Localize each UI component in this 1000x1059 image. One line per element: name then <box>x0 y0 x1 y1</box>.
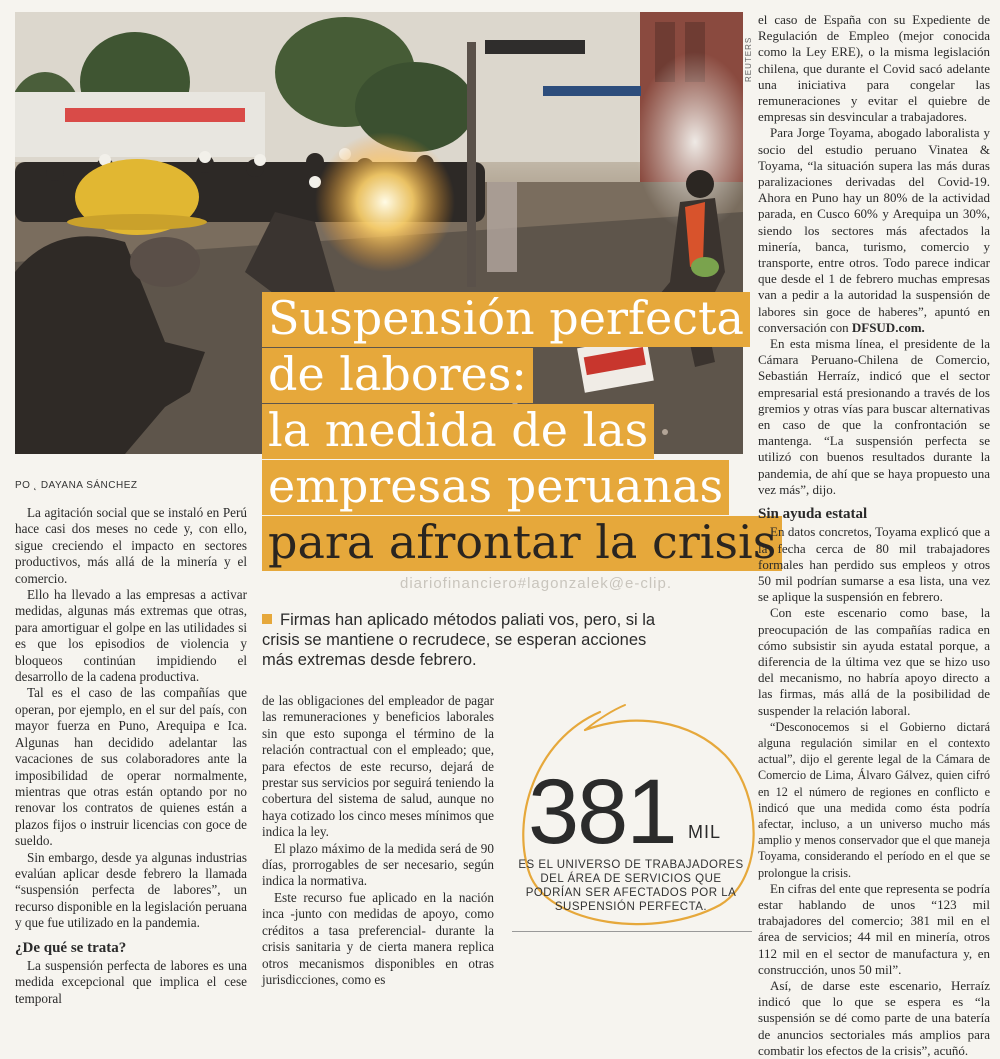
paragraph: En cifras del ente que representa se podría estar hablando de unos “123 mil trabajadores del comercio; 381 mil en el área de servicios; 44 mil en minería, otros 112 mil en el sector de manufactura y, en construcción, unos 50 mil”. <box>758 880 990 977</box>
headline <box>262 288 777 573</box>
column-2 <box>262 693 494 988</box>
callout-unit: MIL <box>688 822 722 842</box>
deck-bullet-icon <box>262 614 272 624</box>
paragraph: Este recurso fue aplicado en la nación inca -junto con medidas de apoyo, como créditos a tasa preferencial- durante la crisis sanitaria y de cierta manera replica otros mecanismos disponibles en otras jurisdicciones, como es <box>262 889 494 987</box>
paragraph: La suspensión perfecta de labores es una medida excepcional que implica el cese temporal <box>15 957 247 1006</box>
paragraph: de las obligaciones del empleador de pagar las remuneraciones y beneficios laborales sin que esto suponga el término de la relación contractual con el empleado; que, para efectos de este recurso, dejará de prestar sus servicios por seguirá teniendo la cobertura del sistema de salud, aunque no haya cotizado los cinco meses mínimos que indica la ley. <box>262 693 494 840</box>
paragraph: El plazo máximo de la medida será de 90 días, prorrogables de ser necesario, según indica la normativa. <box>262 840 494 889</box>
headline-line-5: para afrontar la crisis <box>262 516 782 571</box>
column-3 <box>758 12 990 1059</box>
headline-line-4: empresas peruanas <box>262 460 729 515</box>
paragraph <box>758 125 990 336</box>
paragraph-text: Para Jorge Toyama, abogado laboralista y socio del estudio peruano Vinatea & Toyama, “la situación supera las más duras paralizaciones derivadas del Covid-19. Ahora en Puno hay un 80% de la actividad parada, en Cusco 60% y Arequipa un 30%, siendo los sectores más afectados la minería, banca, turismo, comercio y transporte, entre otros. Todo parece indicar que desde el 1 de febrero muchas empresas van a pedir a la autoridad la suspensión de labores sin goce de haberes”, apuntó en conversación con <box>758 125 990 335</box>
paragraph: La agitación social que se instaló en Perú hace casi dos meses no cede y, con ello, sigue creciendo el impacto en sectores productivos, más allá de la minería y el comercio. <box>15 505 247 586</box>
watermark: diariofinanciero#lagonzalek@e-clip. <box>400 575 673 592</box>
subhead: ¿De qué se trata? <box>15 939 127 956</box>
paragraph: En datos concretos, Toyama explicó que a la fecha cerca de 80 mil trabajadores formales han perdido sus empleos y otros 50 mil podrían sumarse a esa lista, una vez se aplique la suspensión en febrero. <box>758 524 990 605</box>
headline-line-3: la medida de las <box>262 404 654 459</box>
paragraph: Así, de darse este escenario, Herraíz indicó que lo que se espera es “la suspensión se dé como parte de una batería de anuncios sectoriales más amplios para combatir los efectos de la crisis”, acuñó. <box>758 977 990 1058</box>
byline: PO ˛ DAYANA SÁNCHEZ <box>15 480 138 491</box>
deck <box>262 610 682 670</box>
headline-line-2: de labores: <box>262 348 533 403</box>
headline-line-1: Suspensión perfecta <box>262 292 750 347</box>
callout-number: 381 <box>528 761 676 863</box>
source-name: DFSUD.com. <box>851 319 925 335</box>
callout-text: ES EL UNIVERSO DE TRABAJADORES DEL ÁREA DE SERVICIOS QUE PODRÍAN SER AFECTADOS POR LA SUSPENSIÓN PERFECTA. <box>518 859 744 913</box>
photo-credit: REUTERS <box>744 36 753 82</box>
column-1 <box>15 505 247 1007</box>
paragraph: el caso de España con su Expediente de Regulación de Empleo (mejor conocida como la Ley ERE), o la misma legislación chilena, que durante el Covid sacó adelante una iniciativa para congelar las remuneraciones y evitar el quiebre de empresas sin desvincular a trabajadores. <box>758 12 990 125</box>
subhead: Sin ayuda estatal <box>758 506 868 523</box>
paragraph: “Desconocemos si el Gobierno dictará alguna regulación similar en el contexto actual”, dijo el gerente legal de la Cámara de Comercio de Lima, Álvaro Gálvez, quien cifró en 12 el número de regiones en conflicto e indicó que una medida como ésta podría afectar, incluso, a un universo mucho más amplio y menos conservador que el que maneja Toyama, considerando el período en el que se prolongue la crisis. <box>758 719 990 880</box>
paragraph: En esta misma línea, el presidente de la Cámara Peruano-Chilena de Comercio, Sebastián Herraíz, indicó que el sector empresarial está presionando a través de los gremios y otras vías para buscar alternativas en caso de que la confrontación se mantenga. “La suspensión perfecta se utilizó con buenos resultados durante la pandemia, de ahí que se haya propuesto una vez más”, dijo. <box>758 336 990 497</box>
paragraph: Sin embargo, desde ya algunas industrias evalúan aplicar desde febrero la llamada “suspensión perfecta de labores”, un recurso disponible en la legislación peruana y que fue utilizado en la pandemia. <box>15 849 247 931</box>
callout-divider <box>512 931 752 932</box>
paragraph: Ello ha llevado a las empresas a activar medidas, algunas más extremas que otras, para amortiguar el golpe en las utilidades si es que los episodios de violencia y bloqueos continúan impidiendo el desarrollo de la cadena productiva. <box>15 587 247 685</box>
paragraph: Con este escenario como base, la preocupación de las compañías radica en cómo subsistir sin ayuda estatal porque, a diferencia de la última vez que se hizo uso del mecanismo, no habría apoyo directo a las firmas, más allá de la posibilidad de suspender la relación laboral. <box>758 605 990 718</box>
deck-text: Firmas han aplicado métodos paliati vos, pero, si la crisis se mantiene o recrudece, se esperan acciones más extremas desde febrero. <box>262 611 656 669</box>
paragraph: Tal es el caso de las compañías que operan, por ejemplo, en el sur del país, con mayor fuerza en Puno, Arequipa e Ica. Algunas han decidido adelantar las vacaciones de sus colaboradores ante la imposibilidad de operar normalmente, mientras que otras están optando por no renovar los contratos de quienes están a plazos fijos o instruir licencias con goce de sueldo. <box>15 685 247 849</box>
